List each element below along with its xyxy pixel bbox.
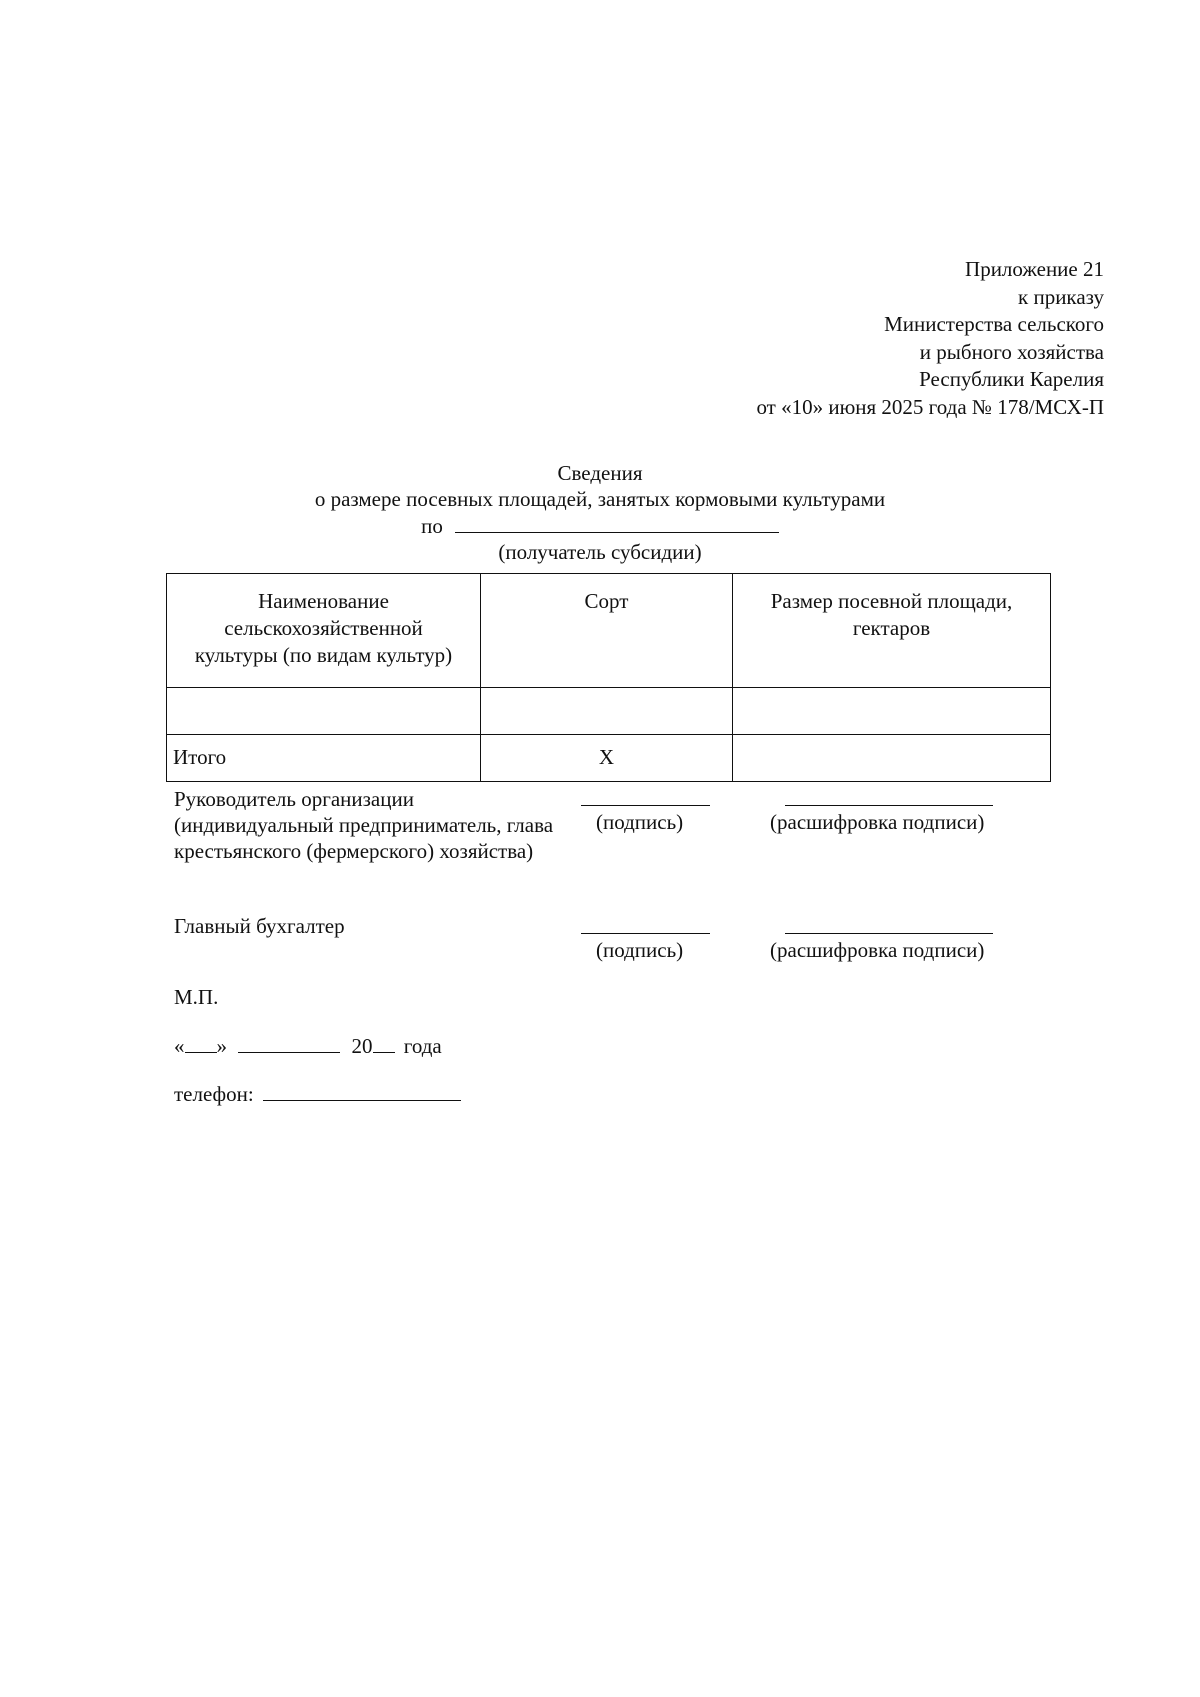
table-header-row (167, 574, 1051, 688)
year-blank[interactable] (373, 1033, 395, 1053)
phone-blank[interactable] (263, 1081, 461, 1101)
header-crop-name: Наименование сельскохозяйственной культуры (по видам культур) (167, 574, 481, 688)
appendix-line: Приложение 21 (965, 257, 1104, 281)
total-label: Итого (167, 735, 481, 782)
crops-table (166, 573, 1051, 782)
chief-accountant-label: Главный бухгалтер (174, 914, 345, 938)
table-total-row (167, 735, 1051, 782)
accountant-decoding-caption: (расшифровка подписи) (770, 938, 985, 962)
appendix-line: и рыбного хозяйства (919, 339, 1104, 364)
recipient-line (250, 512, 950, 539)
head-signature-line[interactable] (581, 805, 710, 806)
month-blank[interactable] (238, 1033, 340, 1053)
phone-label: телефон: (174, 1082, 254, 1106)
crops-table-wrap (166, 573, 1050, 782)
appendix-line: Республики Карелия (919, 367, 1104, 392)
recipient-blank[interactable] (455, 512, 779, 533)
head-decoding-caption: (расшифровка подписи) (770, 810, 985, 834)
year-prefix: 20 (351, 1034, 373, 1058)
accountant-signature-line[interactable] (581, 933, 710, 934)
stamp-label: М.П. (174, 985, 219, 1009)
date-line (174, 1033, 442, 1059)
head-signature-caption: (подпись) (596, 810, 684, 834)
cell-variety[interactable] (481, 688, 733, 735)
total-area[interactable] (733, 735, 1051, 782)
head-decoding-line[interactable] (785, 805, 993, 806)
phone-line (174, 1081, 461, 1107)
date-open-quote: « (174, 1034, 185, 1058)
cell-area[interactable] (733, 688, 1051, 735)
appendix-note (600, 256, 1104, 422)
appendix-line: от «10» июня 2025 года № 178/МСХ-П (756, 394, 1104, 419)
cell-crop-name[interactable] (167, 688, 481, 735)
title-subtitle: о размере посевных площадей, занятых кормовыми культурами (314, 487, 886, 511)
accountant-signature-caption: (подпись) (596, 938, 684, 962)
total-variety-mark: X (481, 735, 733, 782)
day-blank[interactable] (185, 1033, 217, 1053)
appendix-line: Министерства сельского (884, 312, 1104, 337)
head-of-organization-label: Руководитель организации (индивидуальный предприниматель, глава крестьянского (фермерского) хозяйства) (174, 787, 554, 863)
appendix-line: к приказу (1018, 284, 1104, 309)
accountant-decoding-line[interactable] (785, 933, 993, 934)
title-heading: Сведения (557, 461, 643, 485)
year-suffix: года (403, 1034, 442, 1058)
table-row (167, 688, 1051, 735)
recipient-caption: (получатель субсидии) (498, 540, 702, 564)
header-variety: Сорт (481, 574, 733, 688)
header-area: Размер посевной площади, гектаров (733, 574, 1051, 688)
by-prefix: по (421, 514, 443, 538)
date-close-quote: » (216, 1034, 227, 1058)
document-title (250, 460, 950, 565)
